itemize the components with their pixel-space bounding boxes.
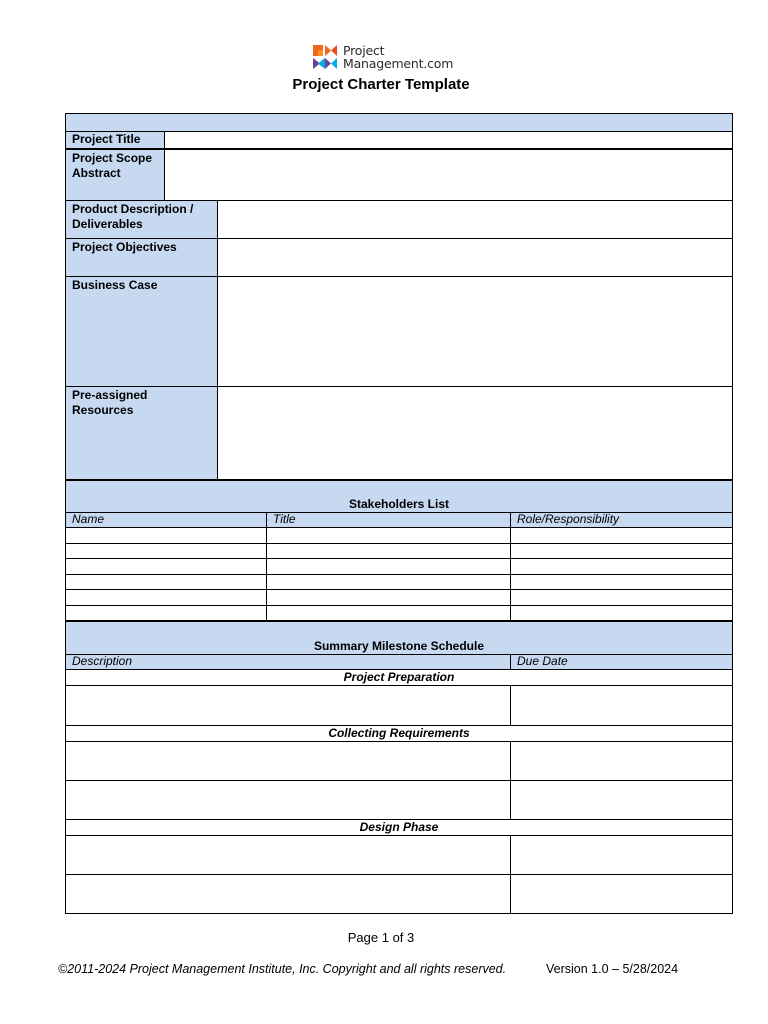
logo-text-line2: Management.com [343, 56, 454, 71]
field-row-business-case [66, 277, 733, 387]
stakeholder-title-cell[interactable] [267, 543, 511, 559]
document-title: Project Charter Template [292, 76, 470, 93]
milestone-due-date-cell[interactable] [511, 781, 733, 820]
stakeholders-heading: Stakeholders List [66, 481, 733, 513]
stakeholder-title-cell[interactable] [267, 559, 511, 575]
stakeholder-name-cell[interactable] [66, 590, 267, 606]
logo-text-line1: Project [343, 43, 385, 58]
field-value-objectives[interactable] [218, 239, 733, 277]
field-label-product-description: Product Description / Deliverables [66, 201, 218, 239]
field-row-scope-abstract [66, 149, 733, 201]
stakeholder-role-cell[interactable] [511, 605, 733, 621]
brand-logo [312, 43, 453, 71]
milestone-due-date-cell[interactable] [511, 875, 733, 914]
table-row [66, 836, 733, 875]
field-value-business-case[interactable] [218, 277, 733, 387]
milestones-heading-row [66, 622, 733, 655]
table-row [66, 574, 733, 590]
milestone-due-date-cell[interactable] [511, 686, 733, 726]
milestone-schedule-table [65, 621, 733, 914]
milestone-description-cell[interactable] [66, 686, 511, 726]
table-row [66, 559, 733, 575]
top-band-cell [66, 114, 733, 132]
stakeholder-title-cell[interactable] [267, 605, 511, 621]
stakeholder-name-cell[interactable] [66, 528, 267, 544]
stakeholder-role-cell[interactable] [511, 590, 733, 606]
version-label: Version 1.0 – 5/28/2024 [546, 962, 679, 976]
milestones-column-header-row [66, 655, 733, 670]
section-project-preparation: Project Preparation [66, 670, 733, 686]
field-label-project-title: Project Title [66, 132, 165, 149]
table-row [66, 543, 733, 559]
column-header-title: Title [267, 513, 511, 528]
milestone-description-cell[interactable] [66, 742, 511, 781]
milestone-due-date-cell[interactable] [511, 836, 733, 875]
table-row [66, 742, 733, 781]
column-header-description: Description [66, 655, 511, 670]
field-value-project-title[interactable] [165, 132, 733, 149]
stakeholder-title-cell[interactable] [267, 590, 511, 606]
stakeholders-column-header-row [66, 513, 733, 528]
column-header-name: Name [66, 513, 267, 528]
table-row [66, 590, 733, 606]
milestone-section-row [66, 670, 733, 686]
column-header-due-date: Due Date [511, 655, 733, 670]
column-header-role: Role/Responsibility [511, 513, 733, 528]
field-value-resources[interactable] [218, 387, 733, 480]
milestones-heading: Summary Milestone Schedule [66, 622, 733, 655]
field-label-scope-abstract: Project Scope Abstract [66, 149, 165, 201]
table-row [66, 605, 733, 621]
field-label-resources: Pre-assigned Resources [66, 387, 218, 480]
field-row-resources [66, 387, 733, 480]
pm-logo-icon [312, 44, 338, 70]
section-collecting-requirements: Collecting Requirements [66, 726, 733, 742]
field-label-business-case: Business Case [66, 277, 218, 387]
field-row-project-title [66, 132, 733, 149]
logo-text [343, 44, 453, 70]
milestone-description-cell[interactable] [66, 781, 511, 820]
stakeholder-role-cell[interactable] [511, 543, 733, 559]
table-row [66, 781, 733, 820]
table-row [66, 875, 733, 914]
field-row-objectives [66, 239, 733, 277]
charter-fields-table [65, 113, 733, 480]
page-number: Page 1 of 3 [347, 930, 415, 945]
table-top-band [66, 114, 733, 132]
table-row [66, 686, 733, 726]
stakeholder-name-cell[interactable] [66, 559, 267, 575]
field-row-product-description [66, 201, 733, 239]
stakeholder-title-cell[interactable] [267, 528, 511, 544]
stakeholder-role-cell[interactable] [511, 528, 733, 544]
milestone-section-row [66, 820, 733, 836]
stakeholder-name-cell[interactable] [66, 543, 267, 559]
field-label-objectives: Project Objectives [66, 239, 218, 277]
milestone-due-date-cell[interactable] [511, 742, 733, 781]
stakeholder-title-cell[interactable] [267, 574, 511, 590]
stakeholder-name-cell[interactable] [66, 605, 267, 621]
stakeholder-role-cell[interactable] [511, 574, 733, 590]
milestone-description-cell[interactable] [66, 836, 511, 875]
stakeholder-name-cell[interactable] [66, 574, 267, 590]
field-value-scope-abstract[interactable] [165, 149, 733, 201]
milestone-section-row [66, 726, 733, 742]
stakeholders-table [65, 480, 733, 621]
stakeholder-role-cell[interactable] [511, 559, 733, 575]
table-row [66, 528, 733, 544]
copyright-notice: ©2011-2024 Project Management Institute, Inc. Copyright and all rights reserved. [58, 962, 507, 976]
section-design-phase: Design Phase [66, 820, 733, 836]
stakeholders-heading-row [66, 481, 733, 513]
milestone-description-cell[interactable] [66, 875, 511, 914]
field-value-product-description[interactable] [218, 201, 733, 239]
